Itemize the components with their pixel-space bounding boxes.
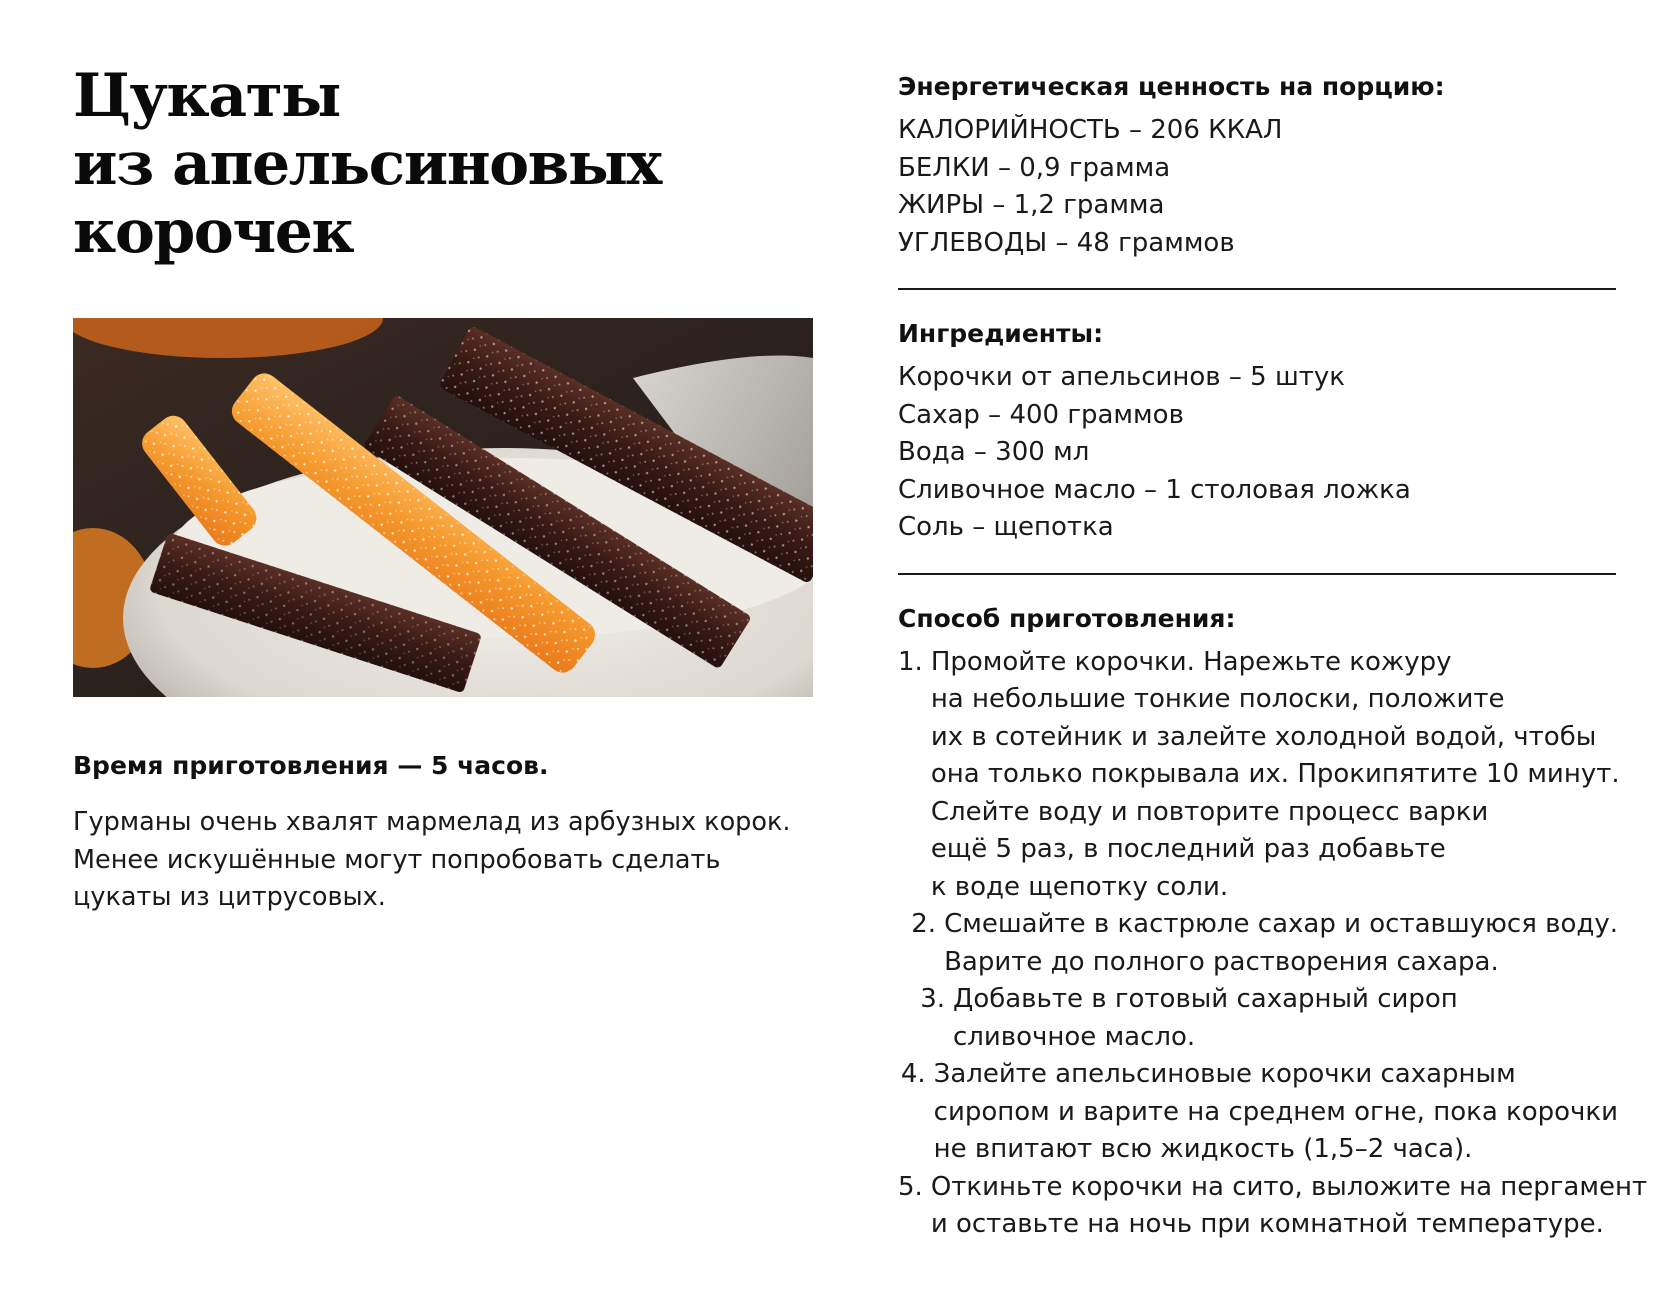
- step-line: к воде щепотку соли.: [930, 871, 1229, 902]
- ingredient-item: Сахар – 400 граммов: [898, 399, 1184, 430]
- step-text: [934, 1056, 1618, 1169]
- step-line: Залейте апельсиновые корочки сахарным: [933, 1059, 1516, 1089]
- divider: [898, 573, 1616, 575]
- step-line: не впитают всю жидкость (1,5–2 часа).: [933, 1134, 1473, 1164]
- recipe-details-column: [898, 70, 1648, 1244]
- ingredient-item: Корочки от апельсинов – 5 штук: [898, 362, 1345, 392]
- ingredient-item: Соль – щепотка: [898, 512, 1114, 542]
- candied-peel-photo: [73, 318, 813, 697]
- recipe-title: [73, 62, 793, 266]
- step-number: 1.: [898, 646, 923, 677]
- step-line: Промойте корочки. Нарежьте кожуру: [930, 646, 1452, 677]
- step-text: [931, 644, 1620, 907]
- ingredients-heading: Ингредиенты:: [898, 319, 1104, 348]
- step-line: она только покрывала их. Прокипятите 10 минут.: [930, 759, 1620, 789]
- nutrition-heading: Энергетическая ценность на порцию:: [898, 72, 1445, 101]
- nutrition-section: [898, 70, 1618, 262]
- step-line: их в сотейник и залейте холодной водой, чтобы: [930, 721, 1597, 752]
- method-step: [898, 906, 1618, 981]
- ingredient-item: Сливочное масло – 1 столовая ложка: [898, 474, 1411, 505]
- title-line: Цукаты: [73, 61, 340, 131]
- nutrition-line: УГЛЕВОДЫ – 48 граммов: [898, 227, 1235, 258]
- intro-paragraph: [73, 804, 833, 917]
- step-number: 4.: [900, 1059, 926, 1089]
- method-section: [898, 602, 1648, 1244]
- title-line: из апельсиновых: [73, 129, 661, 199]
- step-text: [944, 906, 1618, 981]
- divider: [898, 288, 1616, 290]
- step-number: 3.: [920, 984, 945, 1014]
- step-line: ещё 5 раз, в последний раз добавьте: [930, 834, 1446, 864]
- step-number: 2.: [911, 909, 937, 939]
- step-line: Варите до полного растворения сахара.: [944, 946, 1499, 977]
- intro-line: Менее искушённые могут попробовать сделать: [73, 844, 721, 875]
- step-number: 5.: [898, 1171, 923, 1202]
- nutrition-line: ЖИРЫ – 1,2 грамма: [898, 190, 1165, 220]
- step-text: [953, 981, 1458, 1056]
- step-line: сиропом и варите на среднем огне, пока корочки: [933, 1096, 1618, 1127]
- ingredient-item: Вода – 300 мл: [898, 437, 1090, 467]
- method-steps: [898, 644, 1648, 1244]
- title-line: корочек: [73, 197, 354, 267]
- step-line: сливочное масло.: [953, 1021, 1196, 1052]
- method-step: [898, 1056, 1618, 1169]
- prep-time: Время приготовления — 5 часов.: [73, 751, 549, 780]
- method-heading: Способ приготовления:: [898, 603, 1236, 633]
- step-text: [931, 1169, 1647, 1244]
- step-line: Смешайте в кастрюле сахар и оставшуюся воду.: [944, 909, 1618, 939]
- step-line: Слейте воду и повторите процесс варки: [930, 796, 1489, 827]
- nutrition-line: БЕЛКИ – 0,9 грамма: [898, 152, 1171, 183]
- nutrition-line: КАЛОРИЙНОСТЬ – 206 ККАЛ: [898, 115, 1283, 145]
- method-step: [898, 644, 1618, 907]
- intro-line: цукаты из цитрусовых.: [73, 882, 386, 912]
- step-line: на небольшие тонкие полоски, положите: [930, 684, 1505, 714]
- method-step: [898, 981, 1618, 1056]
- step-line: Добавьте в готовый сахарный сироп: [953, 984, 1458, 1014]
- intro-line: Гурманы очень хвалят мармелад из арбузных корок.: [73, 807, 791, 837]
- step-line: и оставьте на ночь при комнатной температуре.: [930, 1209, 1604, 1239]
- step-line: Откиньте корочки на сито, выложите на пергамент: [930, 1171, 1648, 1202]
- ingredients-section: [898, 317, 1618, 547]
- method-step: [898, 1169, 1648, 1244]
